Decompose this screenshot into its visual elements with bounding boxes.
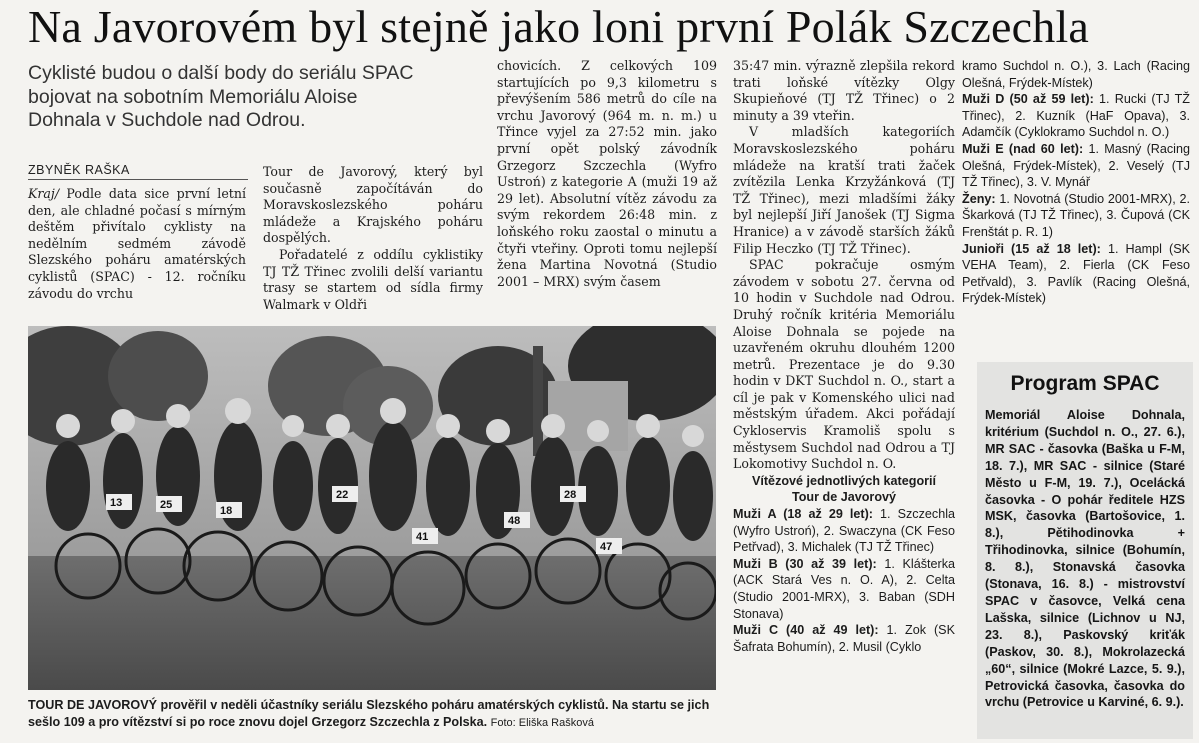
result-category: Muži E (nad 60 let):: [962, 141, 1084, 156]
result-category: Muži C (40 až 49 let):: [733, 623, 879, 638]
result-text: 1. Klášterka (ACK Stará Ves n. O. A), 2. Celta (Studio 2001-MRX), 3. Baban (SDH Stonava): [733, 556, 955, 621]
paragraph-3: V mladších kategoriích Moravskoslezského poháru mládeže na kratší trati žaček zvítězila Lenka Krzyžánková (TJ TŽ Třinec), mezi mladšími žáky byl nejlepší Jiří Janošek (TJ Sigma Hranice) a v závodě starších žáků Filip Heczko (TJ TŽ Třinec).: [733, 124, 955, 256]
bib-number: 41: [416, 531, 429, 543]
program-box-body: Memoriál Aloise Dohnala, kritérium (Suchdol n. O., 27. 6.), MR SAC - časovka (Baška u F-M, 18. 7.), MR SAC - silnice (Staré Město u F-M, 19. 7.), Ocelácká časovka - O pohár ředitele HZS MSK, časovka (Bartošovice, 1. 8.), Pětihodinovka + Třihodinovka, silnice (Bohumín, 8. 8.), Stonavská časovka (Stonava, 16. 8.) - mistrovství SPAC v časovce, Velká cena Lašska, silnice (Lichnov u NJ, 23. 8.), Paskovský kriťák (Paskov, 30. 8.), Mokrolazecká „60“, silnice (Mokré Lazce, 5. 9.), Petrovická časovka, časovka do vrchu (Petrovice u Karviné, 6. 9.).: [985, 408, 1185, 710]
result-text: 1. Masný (Racing Olešná, Frýdek-Místek), 2. Veselý (TJ TŽ Třinec), 3. V. Mynář: [962, 141, 1190, 190]
result-text: 1. Novotná (Studio 2001-MRX), 2. Škarková (TJ TŽ Třinec), 3. Čupová (CK Frenštát p. R. 1): [962, 191, 1190, 239]
paragraph-1-continued: Tour de Javorový, který byl současně započítáván do Moravskoslezského poháru mládeže a Krajského poháru dospělých.: [263, 164, 483, 246]
paragraph-2: Pořadatelé z oddílu cyklistiky TJ TŽ Třinec zvolili delší variantu trasy se startem od sídla firmy Walmark v Oldři: [263, 246, 483, 312]
results-list: [733, 506, 955, 655]
program-box-title: Program SPAC: [1010, 372, 1160, 395]
result-category: Muži B (30 až 39 let):: [733, 556, 877, 571]
result-text: 1. Hampl (SK VEHA Team), 2. Fierla (CK Feso Petřvald), 3. Pavlík (Racing Olešná, Frýdek-Místek): [962, 241, 1191, 306]
result-item: [733, 506, 955, 556]
program-box: [977, 362, 1193, 739]
result-item-continued: [962, 58, 1190, 91]
article-column-2: [263, 164, 483, 313]
headline: Na Javorovém byl stejně jako loni první Polák Szczechla: [28, 1, 1090, 52]
result-text: 1. Zok (SK Šafrata Bohumín), 2. Musil (Cyklo: [733, 623, 955, 654]
article-column-3: [497, 58, 717, 290]
bib-number: 25: [160, 499, 173, 511]
article-column-5: [962, 58, 1190, 307]
result-item: [962, 241, 1190, 307]
paragraph-1: Podle data sice první letní den, ale chladné počasí s mírným deštěm přivítalo cyklisty na nedělním sedmém závodě Slezského poháru amatérských cyklistů (SPAC) - 12. ročníku závodu do vrchu: [28, 186, 246, 301]
bib-number: 48: [508, 515, 521, 527]
bib-number: 18: [220, 505, 233, 517]
photo-caption: [28, 697, 718, 732]
bib-number: 13: [110, 497, 123, 509]
result-category: Muži A (18 až 29 let):: [733, 507, 873, 522]
paragraph-2-end: 35:47 min. výrazně zlepšila rekord trati loňské vítězky Olgy Skupieňové (TJ TŽ Třinec) o 2 minuty a 39 vteřin.: [733, 58, 955, 123]
byline: ZBYNĚK RAŠKA: [28, 163, 248, 180]
article-column-1: [28, 186, 246, 302]
paragraph-2-continued: chovicích. Z celkových 109 startujících po 9,3 kilometru s převýšením 586 metrů do cíle na vrchu Javorový (964 m. n. m.) u Třince vyjel za 27:52 min. jako první opět polský závodník Grzegorz Szczechla (Wyfro Ustroń) z kategorie A (muži 19 až 29 let). Absolutní vítěz závodu za svým rekordem 26:48 min. z loňského roku zaostal o minutu a čtyři vteřiny. Oproti tomu nejlepší žena Martina Novotná (Studio 2001 – MRX) svým časem: [497, 58, 717, 289]
result-item: [962, 91, 1190, 141]
bib-number: 22: [336, 489, 349, 501]
result-text: 1. Szczechla (Wyfro Ustroń), 2. Swaczyna (CK Feso Petřvad), 3. Michalek (TJ TŽ Třinec): [733, 507, 956, 555]
bib-number: 47: [600, 541, 613, 553]
result-category: Ženy:: [962, 191, 996, 206]
paragraph-4: SPAC pokračuje osmým závodem v sobotu 27. června od 10 hodin v Suchdole nad Odrou. Druhý ročník kritéria Memoriálu Aloise Dohnala se pojede na uzavřeném okruhu dlouhém 1200 metrů. Prezentace je do 9.30 hodin v DKT Suchdol n. O., start a cíl je pak v Komenského ulici nad městským úřadem. Akci pořádají Cykloservis Kramoliš spolu s městysem Suchdol nad Odrou a TJ Lokomotivy Suchdol n. O.: [733, 257, 955, 472]
race-photo: [28, 326, 716, 690]
dateline: Kraj/: [28, 186, 60, 201]
result-item: [733, 556, 955, 622]
caption-text: prověřil v neděli účastníky seriálu Slezského poháru amatérských cyklistů. Na startu se jich sešlo 109 a pro vítězství si po roce znovu dojel Grzegorz Szczechla z Polska.: [28, 698, 710, 729]
result-item: [962, 191, 1190, 241]
results-subheading: Tour de Javorový: [791, 490, 897, 505]
result-category: Muži D (50 až 59 let):: [962, 92, 1094, 107]
result-category: Junioři (15 až 18 let):: [962, 241, 1101, 256]
result-item: [962, 141, 1190, 191]
photo-credit: Foto: Eliška Rašková: [490, 717, 594, 729]
caption-lead: TOUR DE JAVOROVÝ: [28, 698, 157, 712]
result-text-continued: kramo Suchdol n. O.), 3. Lach (Racing Olešná, Frýdek-Místek): [962, 59, 1190, 90]
race-photo-illustration: [28, 326, 716, 690]
article-column-4: [733, 58, 955, 655]
bib-number: 28: [564, 489, 577, 501]
results-heading: Vítězové jednotlivých kategorií: [751, 473, 937, 488]
result-text: 1. Rucki (TJ TŽ Třinec), 2. Kuzník (HaF Opava), 3. Adamčík (Cyklokramo Suchdol n. O.): [962, 92, 1190, 140]
lead-paragraph: Cyklisté budou o další body do seriálu SPAC bojovat na sobotním Memoriálu Aloise Dohnala v Suchdole nad Odrou.: [28, 62, 414, 131]
result-item: [733, 622, 955, 655]
